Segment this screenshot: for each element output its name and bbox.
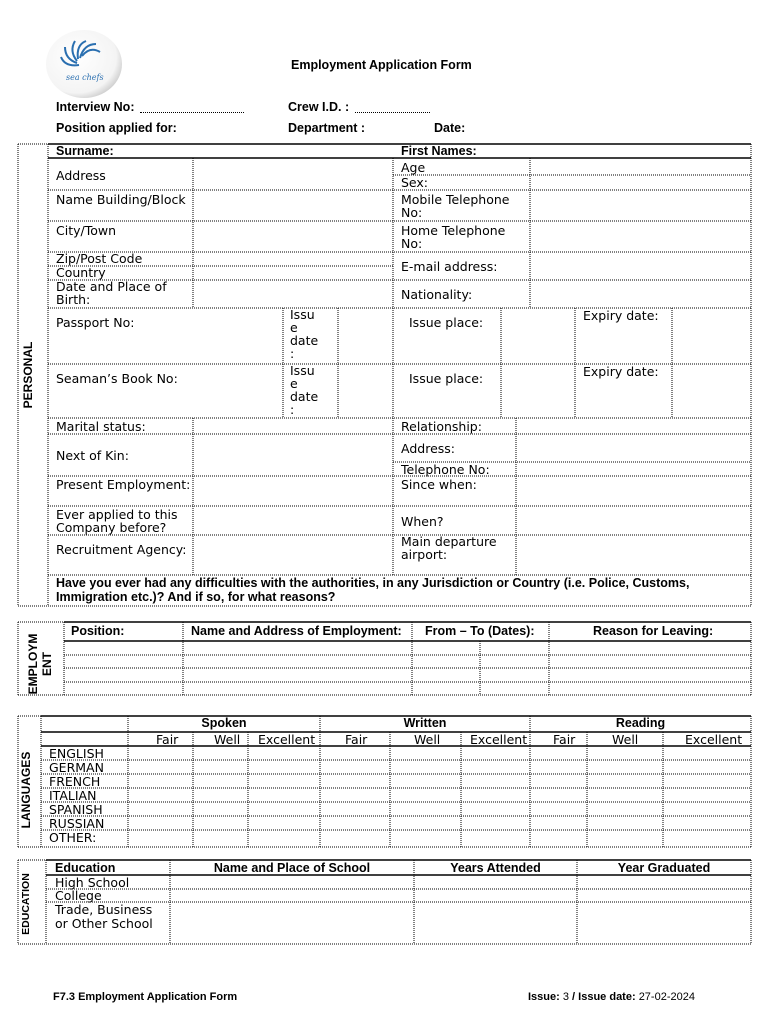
section-label-languages: LANGUAGES bbox=[19, 751, 33, 829]
education-grid-cells[interactable] bbox=[171, 876, 750, 943]
emp-header-position: Position: bbox=[71, 624, 125, 638]
when-label: When? bbox=[401, 514, 444, 529]
city-label: City/Town bbox=[56, 223, 117, 238]
city-field[interactable] bbox=[194, 222, 392, 251]
when-field[interactable] bbox=[517, 507, 750, 534]
section-label-education: EDUCATION bbox=[20, 873, 32, 935]
interview-no-label: Interview No: bbox=[56, 100, 135, 114]
seaman-book-label: Seaman’s Book No: bbox=[56, 371, 178, 386]
kin-tel-field[interactable] bbox=[517, 463, 750, 475]
logo-text: sea chefs bbox=[66, 73, 104, 82]
edu-row-trade: Trade, Business or Other School bbox=[55, 902, 153, 931]
reading-excellent: Excellent bbox=[685, 732, 743, 747]
passport-issue-date-field[interactable] bbox=[339, 309, 392, 363]
edu-header-graduated: Year Graduated bbox=[617, 861, 711, 875]
dob-label: Date and Place of Birth: bbox=[56, 279, 167, 307]
passport-issue-date-label: Issu e date : bbox=[290, 307, 319, 361]
next-of-kin-label: Next of Kin: bbox=[56, 448, 129, 463]
recruitment-agency-field[interactable] bbox=[194, 536, 392, 574]
address-field[interactable] bbox=[194, 159, 392, 189]
reading-fair: Fair bbox=[553, 732, 576, 747]
mobile-field[interactable] bbox=[531, 191, 750, 220]
departure-airport-field[interactable] bbox=[517, 536, 750, 574]
passport-issue-place-field[interactable] bbox=[502, 309, 574, 363]
passport-label: Passport No: bbox=[56, 315, 135, 330]
seaman-issue-date-label: Issu e date : bbox=[290, 363, 319, 417]
zip-field[interactable] bbox=[194, 253, 392, 265]
section-label-employment: EMPLOYM ENT bbox=[26, 633, 54, 695]
department-label: Department : bbox=[288, 121, 366, 135]
zip-label: Zip/Post Code bbox=[56, 251, 143, 266]
address-label: Address bbox=[56, 168, 106, 183]
spoken-well: Well bbox=[214, 732, 241, 747]
spoken-fair: Fair bbox=[156, 732, 179, 747]
seaman-expiry-label: Expiry date: bbox=[583, 364, 659, 379]
home-tel-field[interactable] bbox=[531, 222, 750, 251]
seaman-book-field[interactable] bbox=[194, 365, 282, 417]
emp-header-dates: From – To (Dates): bbox=[425, 624, 535, 638]
lang-group-reading: Reading bbox=[615, 716, 666, 730]
footer-issue-date-label: / Issue date: bbox=[572, 991, 636, 1003]
edu-row-high-school: High School bbox=[55, 875, 130, 890]
edu-header-school: Name and Place of School bbox=[213, 861, 371, 875]
email-label: E-mail address: bbox=[401, 259, 498, 274]
employment-table-body[interactable] bbox=[65, 642, 750, 694]
building-field[interactable] bbox=[194, 191, 392, 220]
emp-header-reason: Reason for Leaving: bbox=[593, 624, 714, 638]
present-employment-label: Present Employment: bbox=[56, 477, 191, 492]
age-field[interactable] bbox=[531, 159, 750, 174]
passport-expiry-field[interactable] bbox=[673, 309, 750, 363]
footer-issue-no: 3 bbox=[562, 991, 569, 1003]
recruitment-agency-label: Recruitment Agency: bbox=[56, 542, 187, 557]
passport-field[interactable] bbox=[194, 309, 282, 363]
mobile-label: Mobile Telephone No: bbox=[401, 192, 510, 220]
written-well: Well bbox=[414, 732, 441, 747]
first-names-field[interactable] bbox=[531, 145, 750, 157]
section-label-personal: PERSONAL bbox=[21, 341, 35, 409]
nationality-label: Nationality: bbox=[401, 287, 473, 302]
marital-label: Marital status: bbox=[56, 419, 146, 434]
departure-airport-label: Main departure airport: bbox=[401, 534, 497, 562]
email-field[interactable] bbox=[531, 253, 750, 279]
kin-address-field[interactable] bbox=[517, 435, 750, 461]
country-label: Country bbox=[56, 265, 106, 280]
ever-applied-label: Ever applied to this Company before? bbox=[56, 507, 178, 535]
kin-tel-label: Telephone No: bbox=[401, 462, 490, 477]
lang-row-french: FRENCH bbox=[49, 774, 101, 789]
seaman-issue-date-field[interactable] bbox=[339, 365, 392, 417]
nationality-field[interactable] bbox=[531, 281, 750, 307]
lang-row-other: OTHER: bbox=[49, 830, 97, 845]
written-fair: Fair bbox=[345, 732, 368, 747]
edu-row-college: College bbox=[55, 888, 102, 903]
date-label: Date: bbox=[434, 121, 466, 135]
passport-issue-place-label: Issue place: bbox=[409, 315, 484, 330]
lang-row-spanish: SPANISH bbox=[49, 802, 103, 817]
present-employment-field[interactable] bbox=[194, 477, 392, 505]
lang-group-written: Written bbox=[403, 716, 447, 730]
languages-grid-cells[interactable] bbox=[129, 747, 750, 846]
authorities-answer-field[interactable] bbox=[49, 576, 750, 605]
authorities-question: Have you ever had any difficulties with the authorities, in any Jurisdiction or Country (i.e. Police, Customs, Immigration etc.)? And if so, for what reasons? bbox=[56, 576, 690, 604]
surname-field[interactable] bbox=[194, 145, 392, 157]
position-label: Position applied for: bbox=[56, 121, 177, 135]
reading-well: Well bbox=[612, 732, 639, 747]
written-excellent: Excellent bbox=[470, 732, 528, 747]
next-of-kin-field[interactable] bbox=[194, 435, 392, 475]
lang-row-russian: RUSSIAN bbox=[49, 816, 105, 831]
seaman-issue-place-label: Issue place: bbox=[409, 371, 484, 386]
home-tel-label: Home Telephone No: bbox=[401, 223, 506, 251]
emp-header-employer: Name and Address of Employment: bbox=[191, 624, 402, 638]
spoken-excellent: Excellent bbox=[258, 732, 316, 747]
page-title: Employment Application Form bbox=[291, 58, 472, 72]
edu-header-years: Years Attended bbox=[450, 861, 541, 875]
since-when-label: Since when: bbox=[401, 477, 477, 492]
relationship-label: Relationship: bbox=[401, 419, 482, 434]
age-label: Age bbox=[401, 160, 426, 175]
footer-issue bbox=[528, 991, 695, 1003]
edu-header-education: Education bbox=[55, 861, 116, 875]
seaman-issue-place-field[interactable] bbox=[502, 365, 574, 417]
kin-address-label: Address: bbox=[401, 441, 455, 456]
sex-label: Sex: bbox=[401, 175, 429, 190]
dob-field[interactable] bbox=[194, 281, 392, 307]
lang-row-german: GERMAN bbox=[49, 760, 104, 775]
lang-group-spoken: Spoken bbox=[201, 716, 247, 730]
since-when-field[interactable] bbox=[517, 477, 750, 505]
first-names-label: First Names: bbox=[401, 144, 477, 158]
country-field[interactable] bbox=[194, 267, 392, 279]
sex-field[interactable] bbox=[531, 176, 750, 189]
lang-row-english: ENGLISH bbox=[49, 746, 104, 761]
ever-applied-field[interactable] bbox=[194, 507, 392, 534]
building-label: Name Building/Block bbox=[56, 192, 186, 207]
relationship-field[interactable] bbox=[517, 419, 750, 433]
marital-field[interactable] bbox=[194, 419, 392, 433]
surname-label: Surname: bbox=[56, 144, 114, 158]
footer-issue-label: Issue: bbox=[528, 991, 560, 1003]
crew-id-label: Crew I.D. : bbox=[288, 100, 350, 114]
passport-expiry-label: Expiry date: bbox=[583, 308, 659, 323]
footer-form-name: F7.3 Employment Application Form bbox=[53, 991, 238, 1003]
footer-issue-date: 27-02-2024 bbox=[638, 991, 695, 1003]
seaman-expiry-field[interactable] bbox=[673, 365, 750, 417]
lang-row-italian: ITALIAN bbox=[49, 788, 97, 803]
